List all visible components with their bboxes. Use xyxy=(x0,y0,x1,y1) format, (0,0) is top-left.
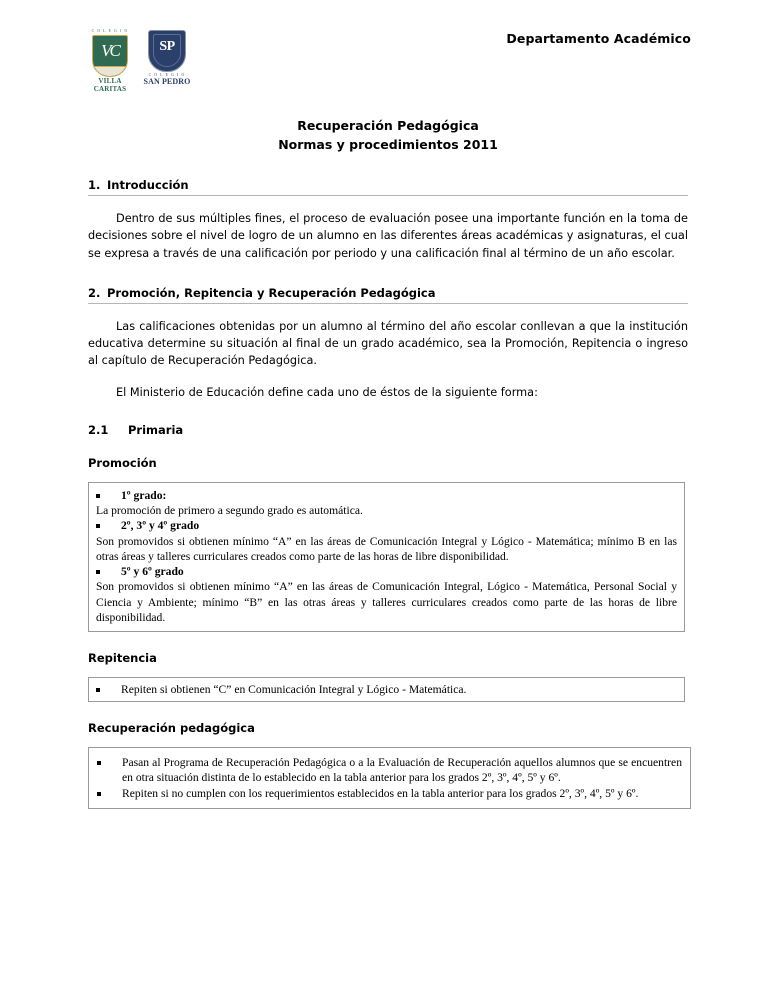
department-title: Departamento Académico xyxy=(506,31,691,46)
paragraph-promocion-2: El Ministerio de Educación define cada uno de éstos de la siguiente forma: xyxy=(116,385,538,399)
san-pedro-colegio-label: C O L E G I O xyxy=(148,73,186,77)
document-title xyxy=(88,110,688,154)
promocion-grade-label-1: 1º grado: xyxy=(121,489,167,503)
section-title-1: Introducción xyxy=(107,178,189,192)
document-title-line1: Recuperación Pedagógica xyxy=(297,118,479,133)
villa-caritas-logo xyxy=(88,30,132,94)
minor-heading-repitencia: Repitencia xyxy=(88,650,157,665)
villa-caritas-colegio-label: C O L E G I O xyxy=(91,29,129,33)
recuperacion-bullet-1 xyxy=(97,755,682,785)
promocion-grade-label-2: 2º, 3º y 4º grado xyxy=(121,519,200,533)
repitencia-rule-text-1: Repiten si obtienen “C” en Comunicación Integral y Lógico - Matemática. xyxy=(121,682,467,696)
document-title-line2: Normas y procedimientos 2011 xyxy=(278,137,498,152)
section-number-2: 2. xyxy=(88,285,101,300)
san-pedro-shield-icon xyxy=(148,30,186,72)
recuperacion-rule-text-2: Repiten si no cumplen con los requerimientos establecidos en la tabla anterior para los grados 2º, 3º, 4º, 5º y 6º. xyxy=(122,786,639,800)
promocion-bullet-1 xyxy=(96,488,677,503)
recuperacion-rule-text-1: Pasan al Programa de Recuperación Pedagógica o a la Evaluación de Recuperación aquellos alumnos que se encuentren en otra situación distinta de lo establecido en la tabla anterior para los grados 2º, 3º, 4º, 5º y 6º. xyxy=(122,756,682,785)
promocion-rule-text-1: La promoción de primero a segundo grado es automática. xyxy=(96,504,363,518)
recuperacion-bullet-2 xyxy=(97,786,682,801)
school-logos xyxy=(88,30,192,94)
san-pedro-name: SAN PEDRO xyxy=(143,76,191,86)
paragraph-introduccion: Dentro de sus múltiples fines, el proceso de evaluación posee una importante función en la toma de decisiones sobre el nivel de logro de un alumno en las diferentes áreas académicas y asignaturas, el cual se expresa a través de una calificación por periodo y una calificación final al término de un año escolar. xyxy=(88,212,688,260)
paragraph-promocion-1: Las calificaciones obtenidas por un alumno al término del año escolar conllevan a que la institución educativa determine su situación al final de un grado académico, sea la Promoción, Repitencia o ingreso al capítulo de Recuperación Pedagógica. xyxy=(88,319,688,368)
promocion-rule-text-2: Son promovidos si obtienen mínimo “A” en las áreas de Comunicación Integral y Lógico - Matemática; mínimo B en las otras áreas y talleres curriculares creados como parte de las horas de libre disponibilidad. xyxy=(96,534,677,563)
minor-heading-recuperacion: Recuperación pedagógica xyxy=(88,721,255,736)
promocion-rules-box xyxy=(88,482,685,632)
page-header xyxy=(0,0,768,100)
villa-caritas-name-line1: VILLA xyxy=(98,76,122,85)
section-title-2: Promoción, Repitencia y Recuperación Pedagógica xyxy=(107,285,436,300)
promocion-rule-text-3: Son promovidos si obtienen mínimo “A” en las áreas de Comunicación Integral, Lógico - Matemática, Personal Social y Ciencia y Ambiente; mínimo “B” en las otras áreas y talleres curriculares creados como parte de las horas de libre disponibilidad. xyxy=(96,580,677,624)
section-heading-promocion-repitencia xyxy=(88,286,688,304)
villa-caritas-monogram: VC xyxy=(101,40,119,60)
villa-caritas-shield-icon xyxy=(92,35,128,77)
recuperacion-rules-box xyxy=(88,747,691,809)
san-pedro-logo xyxy=(142,30,192,86)
repitencia-bullet-1 xyxy=(96,682,677,697)
villa-caritas-name-line2: CARITAS xyxy=(93,85,127,94)
promocion-grade-label-3: 5º y 6º grado xyxy=(121,565,184,579)
document-content xyxy=(88,110,688,809)
subsection-number-21: 2.1 xyxy=(88,423,109,438)
promocion-bullet-3 xyxy=(96,564,677,579)
section-number-1: 1. xyxy=(88,178,101,192)
subsection-title-primaria: Primaria xyxy=(128,423,184,438)
promocion-bullet-2 xyxy=(96,518,677,533)
san-pedro-monogram: SP xyxy=(159,39,175,54)
repitencia-rules-box xyxy=(88,677,685,702)
minor-heading-promocion: Promoción xyxy=(88,456,157,471)
subsection-heading-primaria xyxy=(88,423,688,437)
section-heading-introduccion xyxy=(88,178,688,196)
